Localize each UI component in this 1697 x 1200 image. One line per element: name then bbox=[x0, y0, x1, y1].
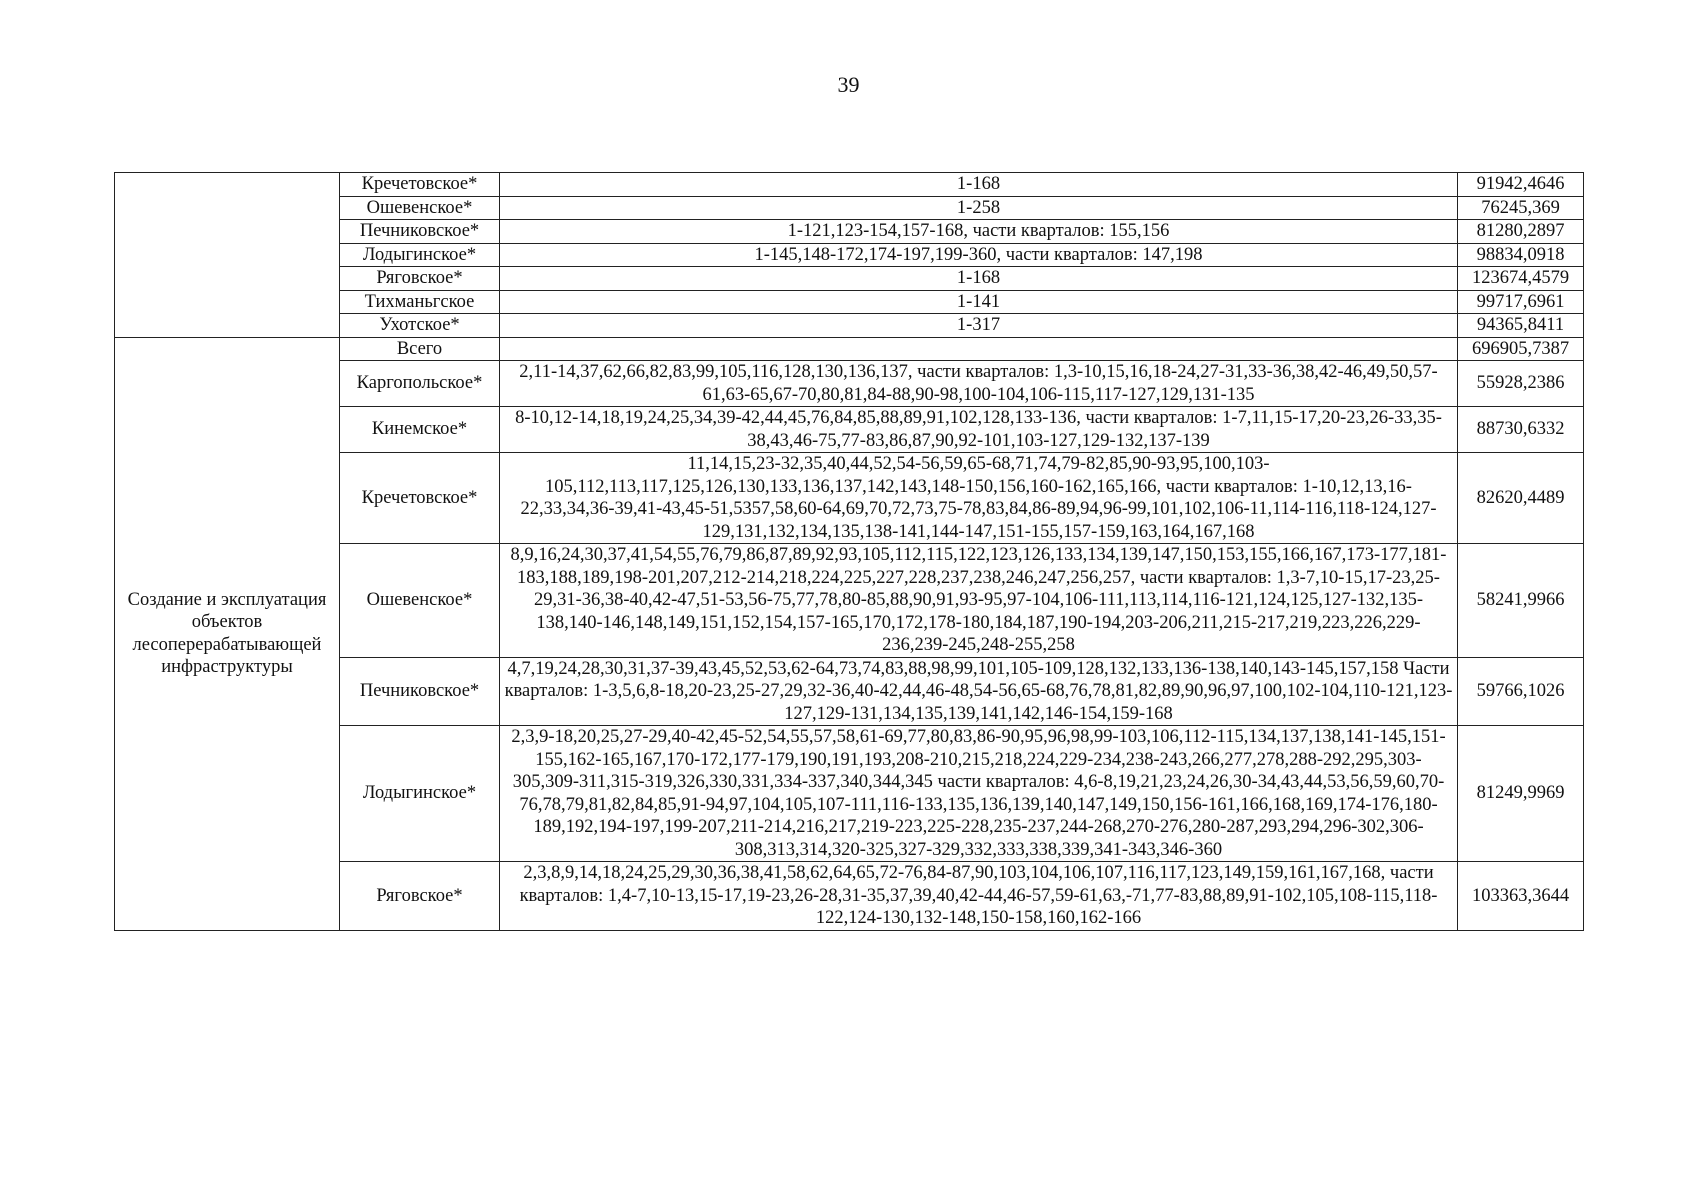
area-cell: 123674,4579 bbox=[1458, 267, 1584, 291]
area-cell: 696905,7387 bbox=[1458, 337, 1584, 361]
area-cell: 94365,8411 bbox=[1458, 314, 1584, 338]
forestry-cell: Тихманьгское bbox=[340, 290, 500, 314]
quarters-cell: 1-141 bbox=[500, 290, 1458, 314]
quarters-cell: 11,14,15,23-32,35,40,44,52,54-56,59,65-68,71,74,79-82,85,90-93,95,100,103-105,112,113,117,125,126,130,133,136,137,142,143,148-150,156,160-162,165,166, части кварталов: 1-10,12,13,16-22,33,34,36-39,41-43,45-51,5357,58,60-64,69,70,72,73,75-78,83,84,86-89,94,96-99,101,102,106-11,114-116,118-124,127-129,131,132,134,135,138-141,144-147,151-155,157-159,163,164,167,168 bbox=[500, 453, 1458, 544]
area-cell: 103363,3644 bbox=[1458, 862, 1584, 931]
area-cell: 81249,9969 bbox=[1458, 726, 1584, 862]
quarters-cell bbox=[500, 337, 1458, 361]
forestry-cell: Всего bbox=[340, 337, 500, 361]
table-row bbox=[115, 173, 1584, 197]
forestry-cell: Печниковское* bbox=[340, 657, 500, 726]
activity-cell bbox=[115, 173, 340, 338]
forestry-cell: Ряговское* bbox=[340, 267, 500, 291]
forestry-cell: Кинемское* bbox=[340, 407, 500, 453]
quarters-cell: 1-168 bbox=[500, 173, 1458, 197]
quarters-cell: 1-121,123-154,157-168, части кварталов: 155,156 bbox=[500, 220, 1458, 244]
forestry-cell: Кречетовское* bbox=[340, 173, 500, 197]
area-cell: 82620,4489 bbox=[1458, 453, 1584, 544]
area-cell: 98834,0918 bbox=[1458, 243, 1584, 267]
area-cell: 81280,2897 bbox=[1458, 220, 1584, 244]
quarters-cell: 1-168 bbox=[500, 267, 1458, 291]
forestry-cell: Кречетовское* bbox=[340, 453, 500, 544]
forestry-cell: Ошевенское* bbox=[340, 544, 500, 658]
forest-quarters-table bbox=[114, 172, 1584, 931]
area-cell: 99717,6961 bbox=[1458, 290, 1584, 314]
forestry-cell: Ошевенское* bbox=[340, 196, 500, 220]
forestry-cell: Ряговское* bbox=[340, 862, 500, 931]
forestry-cell: Лодыгинское* bbox=[340, 243, 500, 267]
area-cell: 88730,6332 bbox=[1458, 407, 1584, 453]
quarters-cell: 8-10,12-14,18,19,24,25,34,39-42,44,45,76,84,85,88,89,91,102,128,133-136, части кварталов: 1-7,11,15-17,20-23,26-33,35-38,43,46-75,77-83,86,87,90,92-101,103-127,129-132,137-139 bbox=[500, 407, 1458, 453]
area-cell: 91942,4646 bbox=[1458, 173, 1584, 197]
quarters-cell: 2,3,9-18,20,25,27-29,40-42,45-52,54,55,57,58,61-69,77,80,83,86-90,95,96,98,99-103,106,112-115,134,137,138,141-145,151-155,162-165,167,170-172,177-179,190,191,193,208-210,215,218,224,229-234,238-243,266,277,278,288-292,295,303-305,309-311,315-319,326,330,331,334-337,340,344,345 части кварталов: 4,6-8,19,21,23,24,26,30-34,43,44,53,56,59,60,70-76,78,79,81,82,84,85,91-94,97,104,105,107-111,116-133,135,136,139,140,147,149,150,156-161,166,168,169,174-176,180-189,192,194-197,199-207,211-214,216,217,219-223,225-228,235-237,244-268,270-276,280-287,293,294,296-302,306-308,313,314,320-325,327-329,332,333,338,339,341-343,346-360 bbox=[500, 726, 1458, 862]
area-cell: 76245,369 bbox=[1458, 196, 1584, 220]
forestry-cell: Лодыгинское* bbox=[340, 726, 500, 862]
forestry-cell: Печниковское* bbox=[340, 220, 500, 244]
forestry-cell: Каргопольское* bbox=[340, 361, 500, 407]
activity-cell: Создание и эксплуатация объектов лесоперерабатывающей инфраструктуры bbox=[115, 337, 340, 930]
quarters-cell: 8,9,16,24,30,37,41,54,55,76,79,86,87,89,92,93,105,112,115,122,123,126,133,134,139,147,150,153,155,166,167,173-177,181-183,188,189,198-201,207,212-214,218,224,225,227,228,237,238,246,247,256,257, части кварталов: 1,3-7,10-15,17-23,25-29,31-36,38-40,42-47,51-53,56-75,77,78,80-85,88,90,91,93-95,97-104,106-111,113,114,116-121,124,125,127-132,135-138,140-146,148,149,151,152,154,157-165,170,172,178-180,184,187,190-194,203-206,211,215-217,219,223,226,229-236,239-245,248-255,258 bbox=[500, 544, 1458, 658]
forestry-cell: Ухотское* bbox=[340, 314, 500, 338]
table-row bbox=[115, 337, 1584, 361]
quarters-cell: 1-258 bbox=[500, 196, 1458, 220]
area-cell: 58241,9966 bbox=[1458, 544, 1584, 658]
area-cell: 55928,2386 bbox=[1458, 361, 1584, 407]
page-number: 39 bbox=[837, 72, 860, 97]
quarters-cell: 1-145,148-172,174-197,199-360, части кварталов: 147,198 bbox=[500, 243, 1458, 267]
area-cell: 59766,1026 bbox=[1458, 657, 1584, 726]
quarters-cell: 2,3,8,9,14,18,24,25,29,30,36,38,41,58,62,64,65,72-76,84-87,90,103,104,106,107,116,117,123,149,159,161,167,168, части кварталов: 1,4-7,10-13,15-17,19-23,26-28,31-35,37,39,40,42-44,46-57,59-61,63,-71,77-83,88,89,91-102,105,108-115,118-122,124-130,132-148,150-158,160,162-166 bbox=[500, 862, 1458, 931]
quarters-cell: 4,7,19,24,28,30,31,37-39,43,45,52,53,62-64,73,74,83,88,98,99,101,105-109,128,132,133,136-138,140,143-145,157,158 Части кварталов: 1-3,5,6,8-18,20-23,25-27,29,32-36,40-42,44,46-48,54-56,65-68,76,78,81,82,89,90,96,97,100,102-104,110-121,123-127,129-131,134,135,139,141,142,146-154,159-168 bbox=[500, 657, 1458, 726]
quarters-cell: 1-317 bbox=[500, 314, 1458, 338]
quarters-cell: 2,11-14,37,62,66,82,83,99,105,116,128,130,136,137, части кварталов: 1,3-10,15,16,18-24,27-31,33-36,38,42-46,49,50,57-61,63-65,67-70,80,81,84-88,90-98,100-104,106-115,117-127,129,131-135 bbox=[500, 361, 1458, 407]
